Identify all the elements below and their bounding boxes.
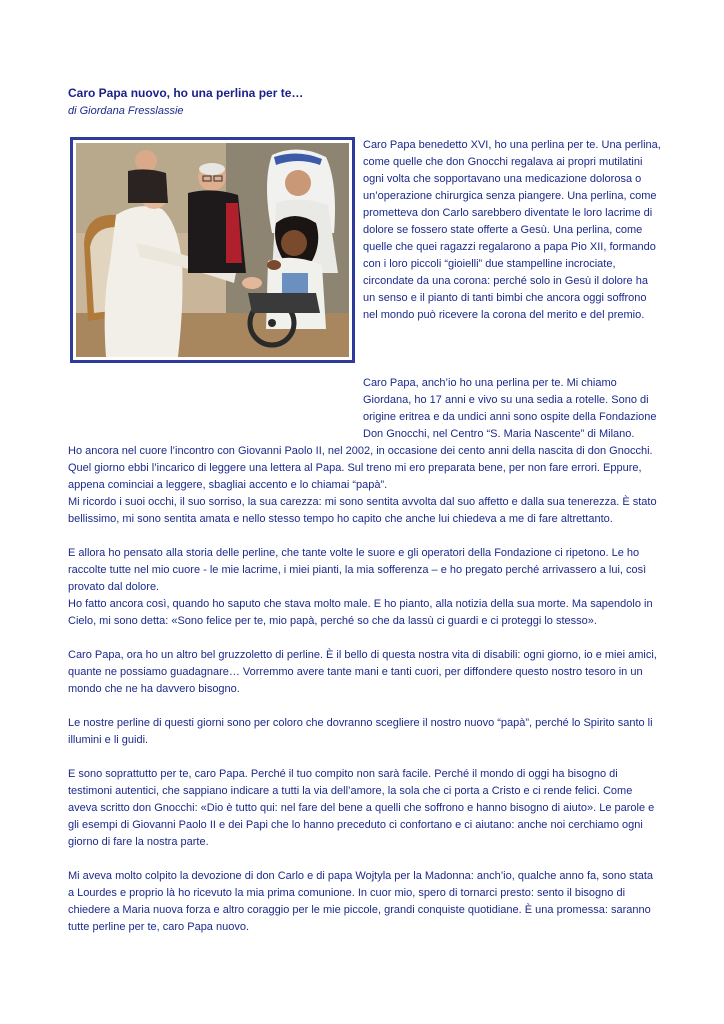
article-body [68, 358, 658, 936]
paragraph-6: Caro Papa, ora ho un altro bel gruzzoletto di perline. È il bello di questa nostra vita di disabili: ogni giorno, io e miei amici, quante ne possiamo guadagnare… Vorremmo avere tante mani e tanti cuori, per diffondere questo nostro tesoro in un mondo che ne ha davvero bisogno. [68, 649, 657, 695]
spacer [68, 698, 658, 715]
spacer [68, 851, 658, 868]
paragraph-5: Ho fatto ancora così, quando ho saputo che stava molto male. E ho pianto, alla notizia della sua morte. Ma sapendolo in Cielo, mi sono detta: «Sono felice per te, mio papà, perché so che da lassù ci guardi e ci proteggi lo stesso». [68, 598, 653, 627]
article-title: Caro Papa nuovo, ho una perlina per te… [68, 86, 304, 100]
intro-paragraph: Caro Papa benedetto XVI, ho una perlina per te. Una perlina, come quelle che don Gnocchi regalava ai propri mutilatini ogni volta che sopportavano una medicazione dolorosa o un’operazione chirurgica senza piangere. Una perlina, come prometteva don Carlo sarebbero diventate le loro lacrime di dolore se fossero state offerte a Gesù. Una perlina, come quelle che quei ragazzi regalarono a papa Pio XII, formando con i loro piccoli “gioielli” due stampelline incrociate, circondate da una corona: perché solo in Gesù il dolore ha un senso e il pianto di tanti bimbi che ancora oggi soffrono nel mondo può ricevere la corona del merito e del premio. [363, 139, 661, 321]
spacer [68, 358, 658, 375]
paragraph-7: Le nostre perline di questi giorni sono per coloro che dovranno scegliere il nostro nuovo “papà”, perché lo Spirito santo li illumini e li guidi. [68, 717, 653, 746]
paragraph-4: E allora ho pensato alla storia delle perline, che tante volte le suore e gli operatori della Fondazione ci ripetono. Le ho raccolte tutte nel mio cuore - le mie lacrime, i miei pianti, la mia sofferenza – e ho pregato perché arrivassero a lui, così provato dal dolore. [68, 547, 647, 593]
photo-pope-meeting [76, 143, 349, 357]
spacer [68, 630, 658, 647]
paragraph-9: Mi aveva molto colpito la devozione di don Carlo e di papa Wojtyla per la Madonna: anch’io, qualche anno fa, sono stata a Lourdes e proprio là ho ricevuto la mia prima comunione. In cuor mio, spero di tornarci presto: sento il bisogno di chiedere a Maria nuova forza e altro coraggio per le mie piccole, grandi conquiste quotidiane. È una promessa: saranno tutte perline per te, caro Papa nuovo. [68, 870, 653, 933]
paragraph-2: Ho ancora nel cuore l’incontro con Giovanni Paolo II, nel 2002, in occasione dei cento anni della nascita di don Gnocchi. Quel giorno ebbi l’incarico di leggere una lettera al Papa. Sul treno mi ero preparata bene, per non fare errori. Eppure, appena cominciai a leggere, sbagliai accento e lo chiamai “papà”. [68, 445, 653, 491]
spacer [68, 528, 658, 545]
spacer [68, 749, 658, 766]
intro-column [363, 137, 663, 324]
paragraph-3: Mi ricordo i suoi occhi, il suo sorriso, la sua carezza: mi sono sentita avvolta dal suo affetto e dalla sua tenerezza. È stato bellissimo, mi sono sentita amata e nello stesso tempo ho capito che anche lui chiedeva a me di fare altrettanto. [68, 496, 657, 525]
paragraph-1: Caro Papa, anch’io ho una perlina per te. Mi chiamo Giordana, ho 17 anni e vivo su una sedia a rotelle. Sono di origine eritrea e da undici anni sono ospite della Fondazione Don Gnocchi, nel Centro “S. Maria Nascente” di Milano. [363, 377, 657, 440]
article-author: di Giordana Fresslassie [68, 105, 184, 117]
photo-frame [70, 137, 355, 363]
paragraph-8: E sono soprattutto per te, caro Papa. Perché il tuo compito non sarà facile. Perché il mondo di oggi ha bisogno di testimoni autentici, che sappiano indicare a tutti la via dell’amore, la sola che ci porta a Cristo e ci rende felici. Come aveva scritto don Gnocchi: «Dio è tutto qui: nel fare del bene a quelli che soffrono e hanno bisogno di aiuto». Le parole e gli esempi di Giovanni Paolo II e dei Papi che lo hanno preceduto ci confortano e ci aiutano: anche noi cerchiamo ogni giorno di fare la nostra parte. [68, 768, 655, 848]
